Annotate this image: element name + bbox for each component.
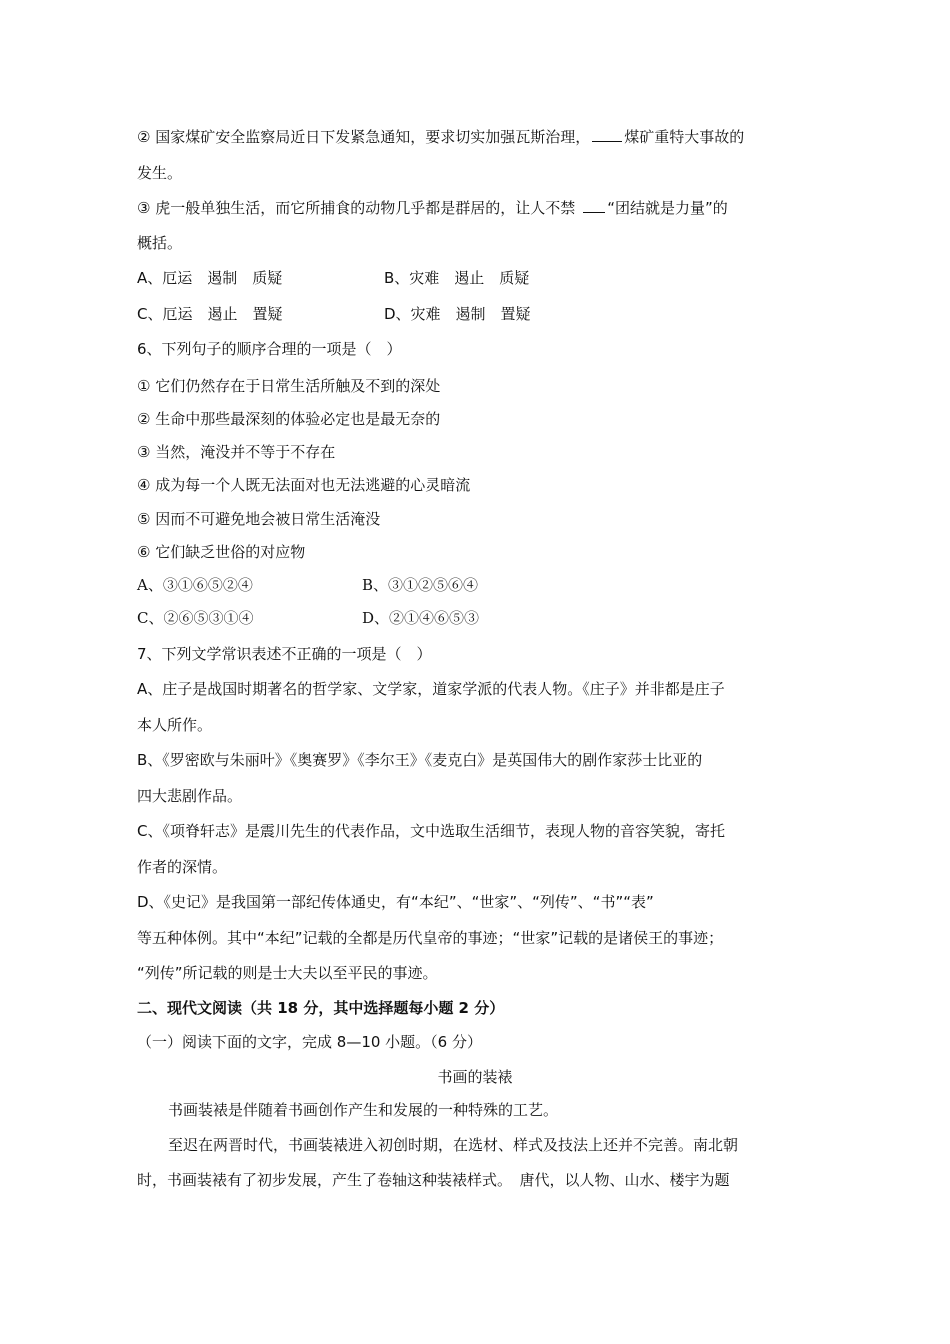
q7-option-a-line-1: A、庄子是战国时期著名的哲学家、文学家，道家学派的代表人物。《庄子》并非都是庄子 xyxy=(137,680,725,698)
q5-s3-text-a: ③ 虎一般单独生活，而它所捕食的动物几乎都是群居的，让人不禁 xyxy=(137,199,576,217)
q6-item-5: ⑤ 因而不可避免地会被日常生活淹没 xyxy=(137,510,381,528)
q6-options-row-2 xyxy=(137,607,479,629)
q6-item-6: ⑥ 它们缺乏世俗的对应物 xyxy=(137,543,306,561)
q6-option-d: D、②①④⑥⑤③ xyxy=(362,609,480,627)
q7-option-a-line-2: 本人所作。 xyxy=(137,716,213,734)
q5-s3-text-b: “团结就是力量”的 xyxy=(607,199,728,217)
q5-sentence-3-line-1 xyxy=(137,197,728,219)
fill-blank xyxy=(583,198,605,213)
q7-option-c-line-1: C、《项脊轩志》是震川先生的代表作品，文中选取生活细节，表现人物的音容笑貌，寄托 xyxy=(137,822,725,840)
q5-option-a: A、厄运 遏制 质疑 xyxy=(137,269,283,287)
q5-option-c: C、厄运 遏止 置疑 xyxy=(137,305,283,323)
article-paragraph-2-line-1: 至迟在两晋时代，书画装裱进入初创时期，在选材、样式及技法上还并不完善。南北朝 xyxy=(168,1136,739,1154)
q5-options-row-1 xyxy=(137,267,529,289)
q5-sentence-2-line-1 xyxy=(137,126,744,148)
q6-item-2: ② 生命中那些最深刻的体验必定也是最无奈的 xyxy=(137,410,441,428)
q7-stem: 7、下列文学常识表述不正确的一项是（ ） xyxy=(137,645,432,663)
q7-option-d-line-1: D、《史记》是我国第一部纪传体通史，有“本纪”、“世家”、“列传”、“书”“表” xyxy=(137,893,654,911)
q6-stem: 6、下列句子的顺序合理的一项是（ ） xyxy=(137,340,402,358)
q6-option-b: B、③①②⑤⑥④ xyxy=(362,576,479,594)
q5-s2-text-a: ② 国家煤矿安全监察局近日下发紧急通知，要求切实加强瓦斯治理， xyxy=(137,128,591,146)
fill-blank xyxy=(592,127,622,142)
q5-sentence-2-line-2: 发生。 xyxy=(137,164,183,182)
section-heading: 二、现代文阅读（共 18 分，其中选择题每小题 2 分） xyxy=(137,999,505,1017)
q7-option-d-line-3: “列传”所记载的则是士大夫以至平民的事迹。 xyxy=(137,964,438,982)
q5-option-d: D、灾难 遏制 置疑 xyxy=(384,305,531,323)
q7-option-d-line-2: 等五种体例。其中“本纪”记载的全都是历代皇帝的事迹；“世家”记载的是诸侯王的事迹； xyxy=(137,929,724,947)
q7-option-b-line-2: 四大悲剧作品。 xyxy=(137,787,243,805)
q6-item-4: ④ 成为每一个人既无法面对也无法逃避的心灵暗流 xyxy=(137,476,471,494)
section-subheading: （一）阅读下面的文字，完成 8—10 小题。（6 分） xyxy=(137,1033,482,1051)
q6-option-a: A、③①⑥⑤②④ xyxy=(137,576,253,594)
q5-options-row-2 xyxy=(137,303,531,325)
q5-sentence-3-line-2: 概括。 xyxy=(137,234,183,252)
q5-option-b: B、灾难 遏止 质疑 xyxy=(384,269,530,287)
article-title: 书画的装裱 xyxy=(437,1068,513,1086)
article-paragraph-2-line-2: 时，书画装裱有了初步发展，产生了卷轴这种装裱样式。 唐代，以人物、山水、楼宇为题 xyxy=(137,1171,730,1189)
q7-option-b-line-1: B、《罗密欧与朱丽叶》《奥赛罗》《李尔王》《麦克白》是英国伟大的剧作家莎士比亚的 xyxy=(137,751,703,769)
q5-s2-text-b: 煤矿重特大事故的 xyxy=(624,128,745,146)
article-paragraph-1: 书画装裱是伴随着书画创作产生和发展的一种特殊的工艺。 xyxy=(168,1101,559,1119)
q7-option-c-line-2: 作者的深情。 xyxy=(137,858,228,876)
q6-item-1: ① 它们仍然存在于日常生活所触及不到的深处 xyxy=(137,377,441,395)
q6-item-3: ③ 当然，淹没并不等于不存在 xyxy=(137,443,336,461)
q6-option-c: C、②⑥⑤③①④ xyxy=(137,609,254,627)
q6-options-row-1 xyxy=(137,574,478,596)
